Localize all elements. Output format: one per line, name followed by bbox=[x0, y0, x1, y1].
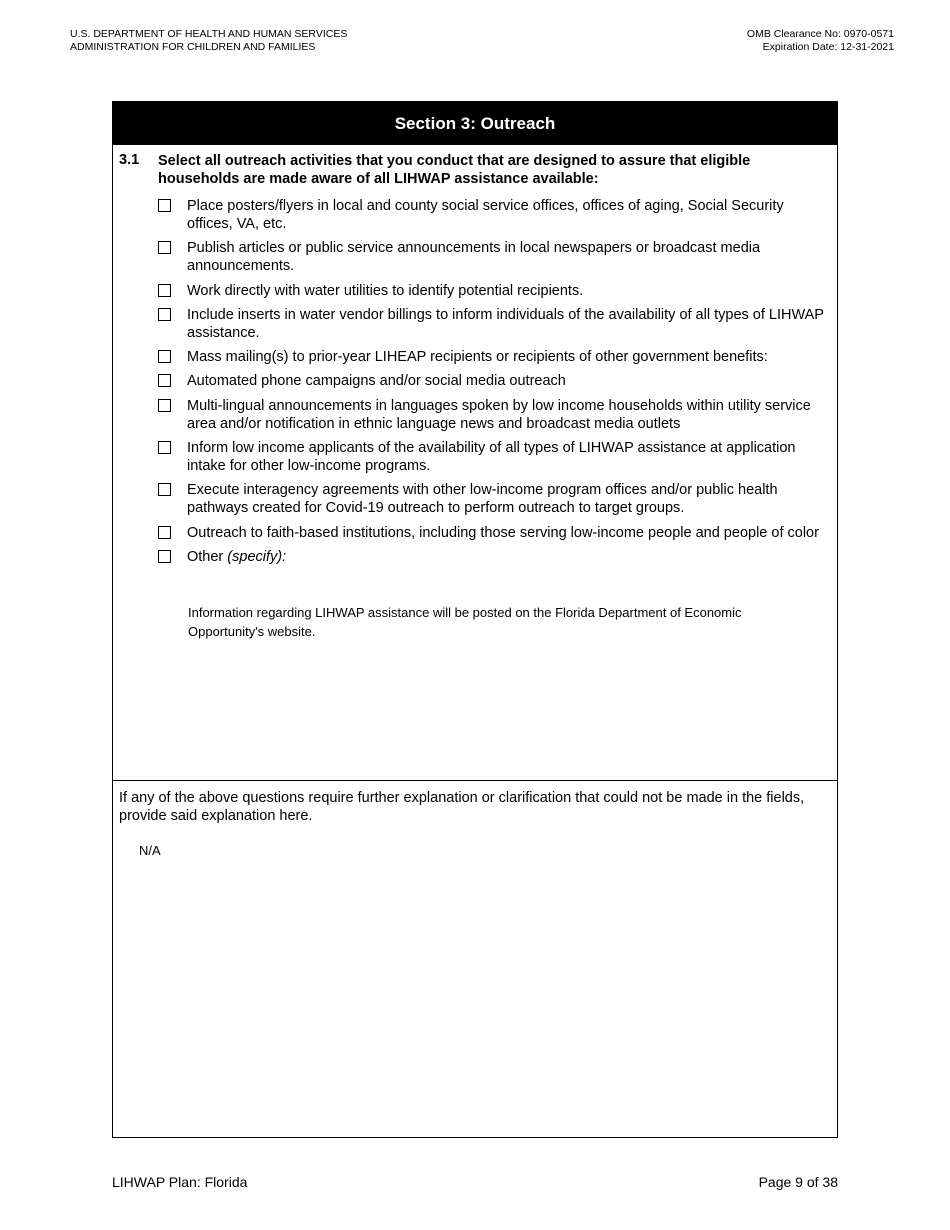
option-label: Work directly with water utilities to identify potential recipients. bbox=[187, 282, 584, 299]
question-3-1 bbox=[113, 145, 837, 781]
agency-name: U.S. DEPARTMENT OF HEALTH AND HUMAN SERVICES bbox=[70, 28, 348, 40]
question-number: 3.1 bbox=[119, 152, 140, 168]
explanation-section bbox=[113, 781, 837, 1138]
option-label bbox=[187, 548, 833, 566]
explanation-answer[interactable]: N/A bbox=[139, 843, 161, 858]
option-label: Automated phone campaigns and/or social media outreach bbox=[187, 373, 566, 390]
checkbox[interactable] bbox=[158, 350, 171, 363]
checkbox[interactable] bbox=[158, 284, 171, 297]
checkbox[interactable] bbox=[158, 308, 171, 321]
checkbox[interactable] bbox=[158, 399, 171, 412]
section-title: Section 3: Outreach bbox=[113, 102, 837, 145]
other-specify: (specify): bbox=[227, 548, 287, 565]
checkbox[interactable] bbox=[158, 550, 171, 563]
option-faith-based[interactable] bbox=[158, 524, 833, 542]
option-label: Multi-lingual announcements in languages spoken by low income households within utility service area and/or notification in ethnic language news and broadcast media outlets bbox=[187, 397, 811, 432]
option-other[interactable] bbox=[158, 548, 833, 566]
checkbox[interactable] bbox=[158, 199, 171, 212]
option-label: Mass mailing(s) to prior-year LIHEAP recipients or recipients of other government benefits: bbox=[187, 349, 768, 366]
other-label: Other bbox=[187, 548, 228, 565]
checkbox[interactable] bbox=[158, 241, 171, 254]
option-label: Outreach to faith-based institutions, including those serving low-income people and people of color bbox=[187, 524, 819, 541]
option-label: Execute interagency agreements with other low-income program offices and/or public health pathways created for Covid-19 outreach to perform outreach to target groups. bbox=[187, 482, 778, 517]
expiration-date: Expiration Date: 12-31-2021 bbox=[762, 40, 894, 53]
omb-header bbox=[747, 28, 894, 53]
option-label: Place posters/flyers in local and county social service offices, offices of aging, Social Security offices, VA, etc. bbox=[187, 198, 784, 232]
agency-header bbox=[70, 28, 347, 53]
checkbox[interactable] bbox=[158, 374, 171, 387]
checkbox[interactable] bbox=[158, 526, 171, 539]
omb-clearance: OMB Clearance No: 0970-0571 bbox=[746, 28, 894, 40]
option-phone-social-media[interactable] bbox=[158, 372, 833, 390]
option-water-utilities[interactable] bbox=[158, 282, 833, 300]
other-specify-text[interactable]: Information regarding LIHWAP assistance will be posted on the Florida Department of Economic Opportunity's website. bbox=[188, 605, 742, 639]
explanation-prompt: If any of the above questions require further explanation or clarification that could not be made in the fields, provide said explanation here. bbox=[119, 790, 805, 824]
option-mass-mailing[interactable] bbox=[158, 348, 833, 366]
option-posters-flyers[interactable] bbox=[158, 197, 833, 233]
option-billing-inserts[interactable] bbox=[158, 306, 833, 342]
checkbox[interactable] bbox=[158, 483, 171, 496]
option-label: Publish articles or public service announcements in local newspapers or broadcast media announcements. bbox=[187, 240, 761, 275]
page-number: Page 9 of 38 bbox=[758, 1174, 838, 1190]
agency-division: ADMINISTRATION FOR CHILDREN AND FAMILIES bbox=[70, 40, 316, 53]
outreach-options bbox=[158, 197, 833, 572]
footer-plan-name: LIHWAP Plan: Florida bbox=[112, 1174, 248, 1190]
option-publish-articles[interactable] bbox=[158, 239, 833, 275]
option-label: Inform low income applicants of the availability of all types of LIHWAP assistance at application intake for other low-income programs. bbox=[187, 440, 796, 475]
option-application-intake[interactable] bbox=[158, 439, 833, 475]
option-label: Include inserts in water vendor billings to inform individuals of the availability of all types of LIHWAP assistance. bbox=[187, 306, 824, 341]
outreach-form bbox=[112, 101, 838, 1138]
option-interagency-agreements[interactable] bbox=[158, 481, 833, 517]
checkbox[interactable] bbox=[158, 441, 171, 454]
question-text: Select all outreach activities that you conduct that are designed to assure that eligible households are made aware of all LIHWAP assistance available: bbox=[158, 153, 751, 187]
option-multilingual[interactable] bbox=[158, 397, 833, 433]
